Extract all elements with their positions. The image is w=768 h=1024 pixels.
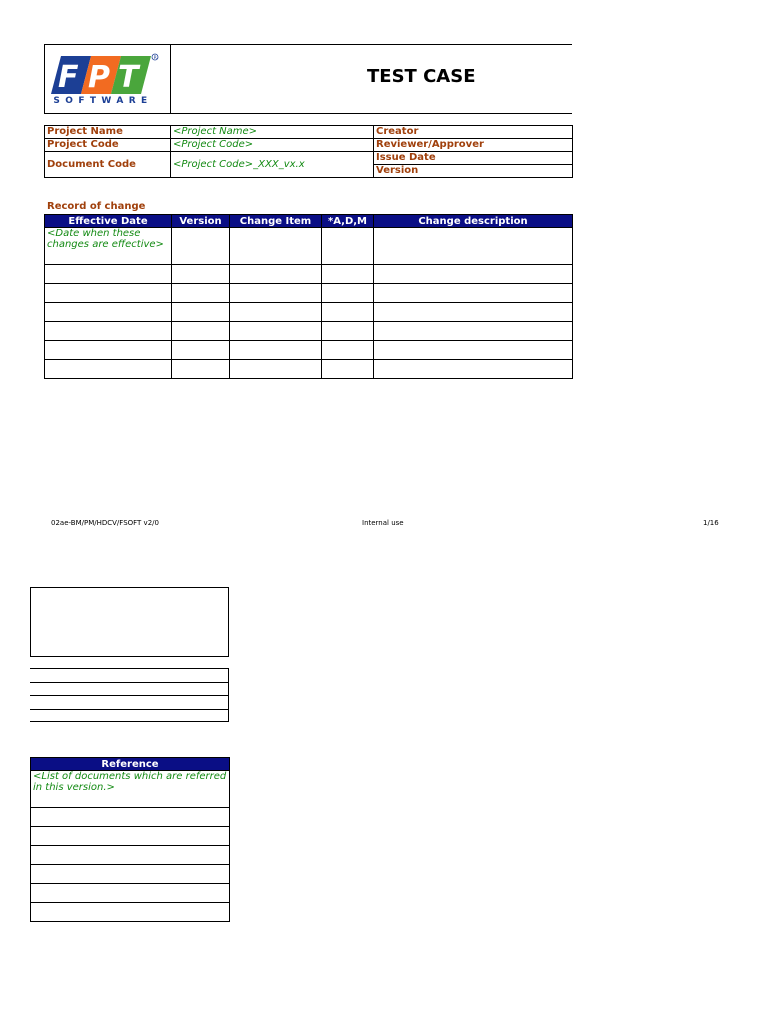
table-cell[interactable]: [322, 228, 374, 265]
table-cell[interactable]: [374, 341, 573, 360]
page2-info-lines: [30, 668, 229, 722]
table-cell[interactable]: [45, 360, 172, 379]
table-row: [45, 341, 573, 360]
footer-form-code: 02ae-BM/PM/HDCV/FSOFT v2/0: [51, 519, 159, 527]
reference-hint[interactable]: <List of documents which are referred in this version.>: [31, 771, 230, 808]
logo-wordmark: SOFTWARE: [53, 96, 153, 106]
table-row: [45, 303, 573, 322]
table-cell[interactable]: [31, 865, 230, 884]
table-cell[interactable]: [230, 341, 322, 360]
table-cell[interactable]: [31, 846, 230, 865]
reference-header: Reference: [31, 758, 230, 771]
table-cell[interactable]: [172, 228, 230, 265]
info-line[interactable]: [30, 668, 229, 682]
project-info-table: [44, 125, 573, 178]
table-cell[interactable]: [230, 303, 322, 322]
info-line[interactable]: [30, 695, 229, 709]
column-header: Version: [172, 215, 230, 228]
table-cell[interactable]: [45, 341, 172, 360]
column-header: *A,D,M: [322, 215, 374, 228]
table-cell[interactable]: [374, 303, 573, 322]
project-code-value[interactable]: <Project Code>: [171, 139, 374, 152]
info-line[interactable]: [30, 709, 229, 723]
document-code-label: Document Code: [45, 152, 171, 178]
table-row: [45, 228, 573, 265]
table-cell[interactable]: [172, 265, 230, 284]
issue-date-label: Issue Date: [374, 152, 573, 165]
table-cell[interactable]: [322, 265, 374, 284]
table-cell[interactable]: [322, 284, 374, 303]
table-cell[interactable]: [374, 284, 573, 303]
info-line[interactable]: [30, 682, 229, 696]
table-cell[interactable]: [31, 903, 230, 922]
table-cell[interactable]: [172, 341, 230, 360]
table-row: [45, 265, 573, 284]
table-row: [45, 360, 573, 379]
table-cell[interactable]: [230, 228, 322, 265]
table-cell[interactable]: [230, 284, 322, 303]
table-row: [45, 322, 573, 341]
svg-text:R: R: [153, 56, 157, 61]
svg-text:T: T: [118, 60, 139, 95]
table-cell[interactable]: [230, 265, 322, 284]
table-cell[interactable]: [172, 360, 230, 379]
creator-label: Creator: [374, 126, 573, 139]
footer-page-number: 1/16: [703, 519, 719, 527]
document-code-value[interactable]: <Project Code>_XXX_vx.x: [171, 152, 374, 178]
effective-date-hint[interactable]: <Date when these changes are effective>: [45, 228, 172, 265]
record-of-change-label: Record of change: [47, 201, 146, 212]
table-cell[interactable]: [374, 265, 573, 284]
table-header-row: [45, 215, 573, 228]
table-cell[interactable]: [230, 360, 322, 379]
column-header: Change Item: [230, 215, 322, 228]
table-cell[interactable]: [322, 303, 374, 322]
table-cell[interactable]: [31, 827, 230, 846]
table-cell[interactable]: [31, 808, 230, 827]
table-cell[interactable]: [322, 322, 374, 341]
table-cell[interactable]: [31, 884, 230, 903]
table-cell[interactable]: [172, 284, 230, 303]
table-cell[interactable]: [374, 322, 573, 341]
table-cell[interactable]: [45, 284, 172, 303]
project-name-value[interactable]: <Project Name>: [171, 126, 374, 139]
table-cell[interactable]: [45, 322, 172, 341]
table-cell[interactable]: [45, 265, 172, 284]
record-of-change-table: [44, 214, 573, 379]
version-label: Version: [374, 165, 573, 178]
table-cell[interactable]: [172, 322, 230, 341]
table-cell[interactable]: [230, 322, 322, 341]
footer-classification: Internal use: [362, 519, 404, 527]
page-title: TEST CASE: [367, 66, 476, 87]
table-row: [45, 284, 573, 303]
page2-header-box: [30, 587, 229, 657]
table-cell[interactable]: [172, 303, 230, 322]
column-header: Change description: [374, 215, 573, 228]
table-cell[interactable]: [322, 360, 374, 379]
reviewer-label: Reviewer/Approver: [374, 139, 573, 152]
table-cell[interactable]: [322, 341, 374, 360]
project-code-label: Project Code: [45, 139, 171, 152]
project-name-label: Project Name: [45, 126, 171, 139]
svg-text:F: F: [58, 60, 79, 95]
column-header: Effective Date: [45, 215, 172, 228]
table-cell[interactable]: [45, 303, 172, 322]
table-cell[interactable]: [374, 360, 573, 379]
svg-text:P: P: [88, 60, 110, 95]
table-cell[interactable]: [374, 228, 573, 265]
reference-table: [30, 757, 230, 922]
